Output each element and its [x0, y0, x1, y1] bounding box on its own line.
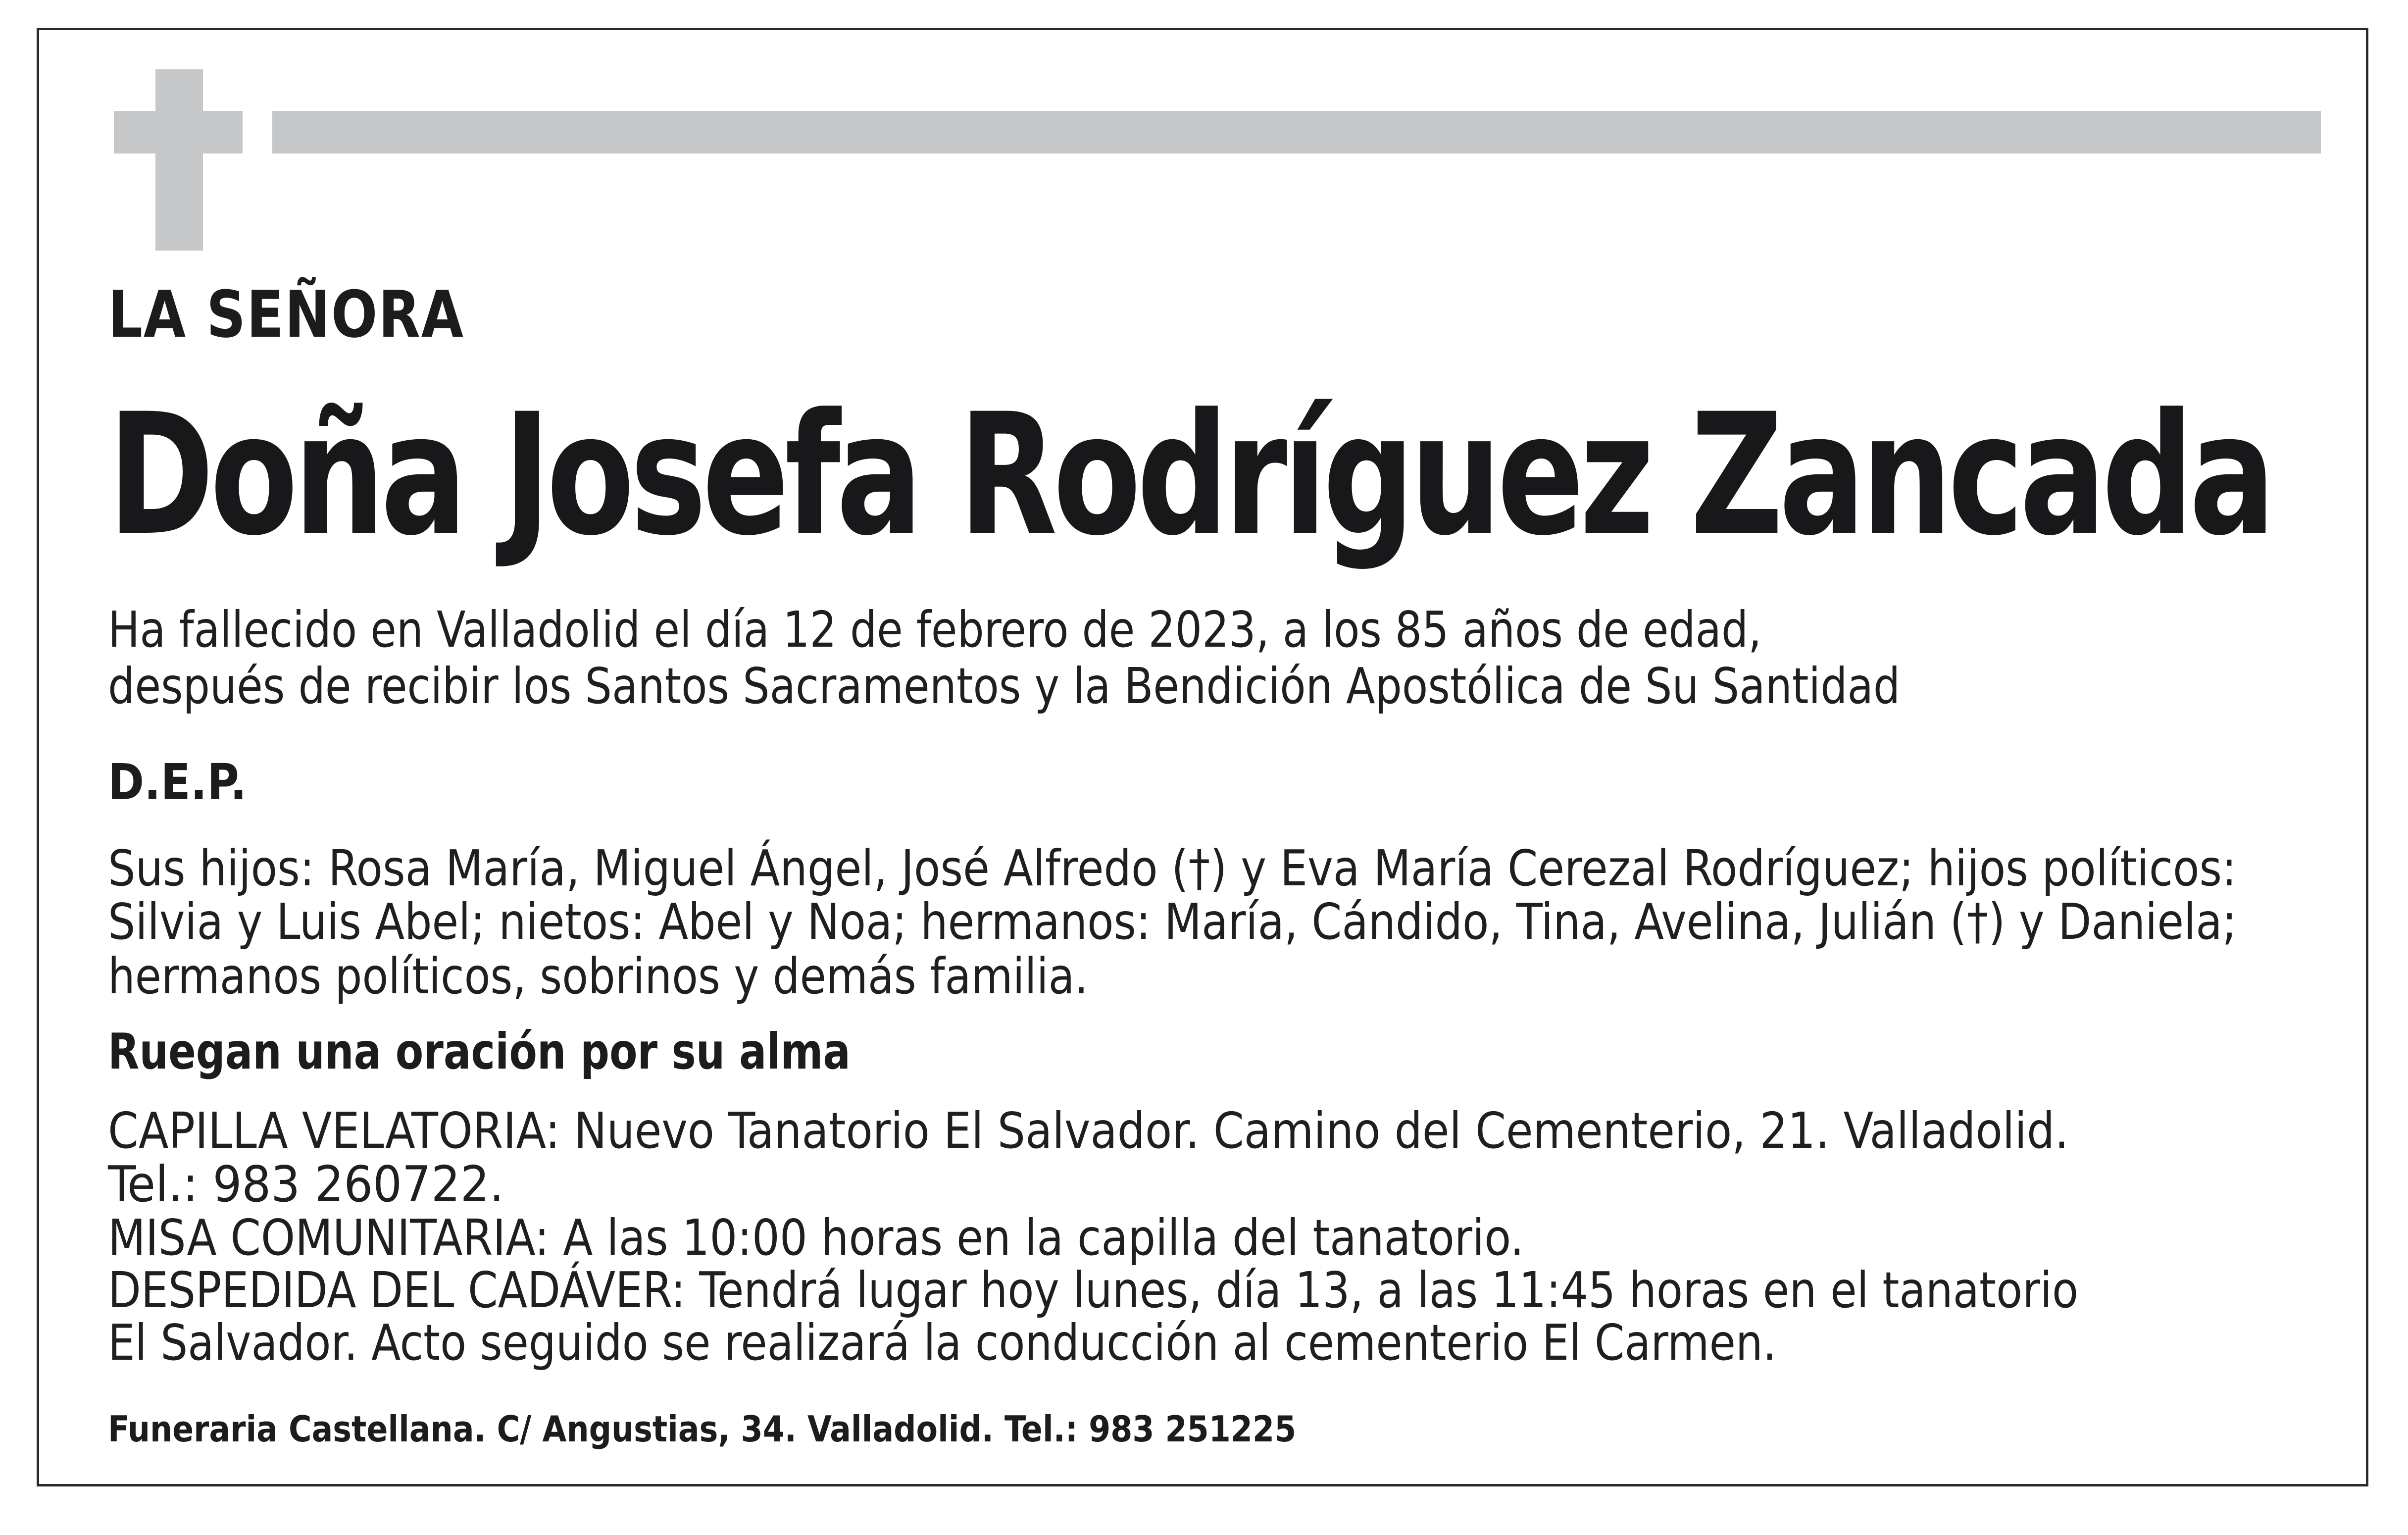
- funeral-home-footer: Funeraria Castellana. C/ Angustias, 34. Valladolid. Tel.: 983 251225: [108, 1408, 1297, 1450]
- prayer-request: Ruegan una oración por su alma: [108, 1023, 851, 1080]
- service-line: MISA COMUNITARIA: A las 10:00 horas en la capilla del tanatorio.: [108, 1209, 1524, 1267]
- service-line: Tel.: 983 260722.: [108, 1155, 504, 1213]
- family-line: Sus hijos: Rosa María, Miguel Ángel, José Alfredo (†) y Eva María Cerezal Rodríguez; hijos políticos:: [108, 839, 2237, 897]
- announcement-line: Ha fallecido en Valladolid el día 12 de febrero de 2023, a los 85 años de edad,: [108, 601, 1762, 659]
- title-prefix: LA SEÑORA: [108, 277, 464, 352]
- family-line: Silvia y Luis Abel; nietos: Abel y Noa; hermanos: María, Cándido, Tina, Avelina, Julián (†) y Daniela;: [108, 893, 2237, 951]
- dep-label: D.E.P.: [108, 753, 247, 811]
- service-line: CAPILLA VELATORIA: Nuevo Tanatorio El Salvador. Camino del Cementerio, 21. Valladolid.: [108, 1102, 2069, 1160]
- service-line: DESPEDIDA DEL CADÁVER: Tendrá lugar hoy lunes, día 13, a las 11:45 horas en el tanatorio: [108, 1261, 2079, 1319]
- deceased-name: Doña Josefa Rodríguez Zancada: [108, 377, 2271, 572]
- service-line: El Salvador. Acto seguido se realizará la conducción al cementerio El Carmen.: [108, 1314, 1777, 1372]
- header-rule: [272, 111, 2321, 154]
- family-line: hermanos políticos, sobrinos y demás familia.: [108, 947, 1088, 1005]
- announcement-line: después de recibir los Santos Sacramentos y la Bendición Apostólica de Su Santidad: [108, 657, 1901, 715]
